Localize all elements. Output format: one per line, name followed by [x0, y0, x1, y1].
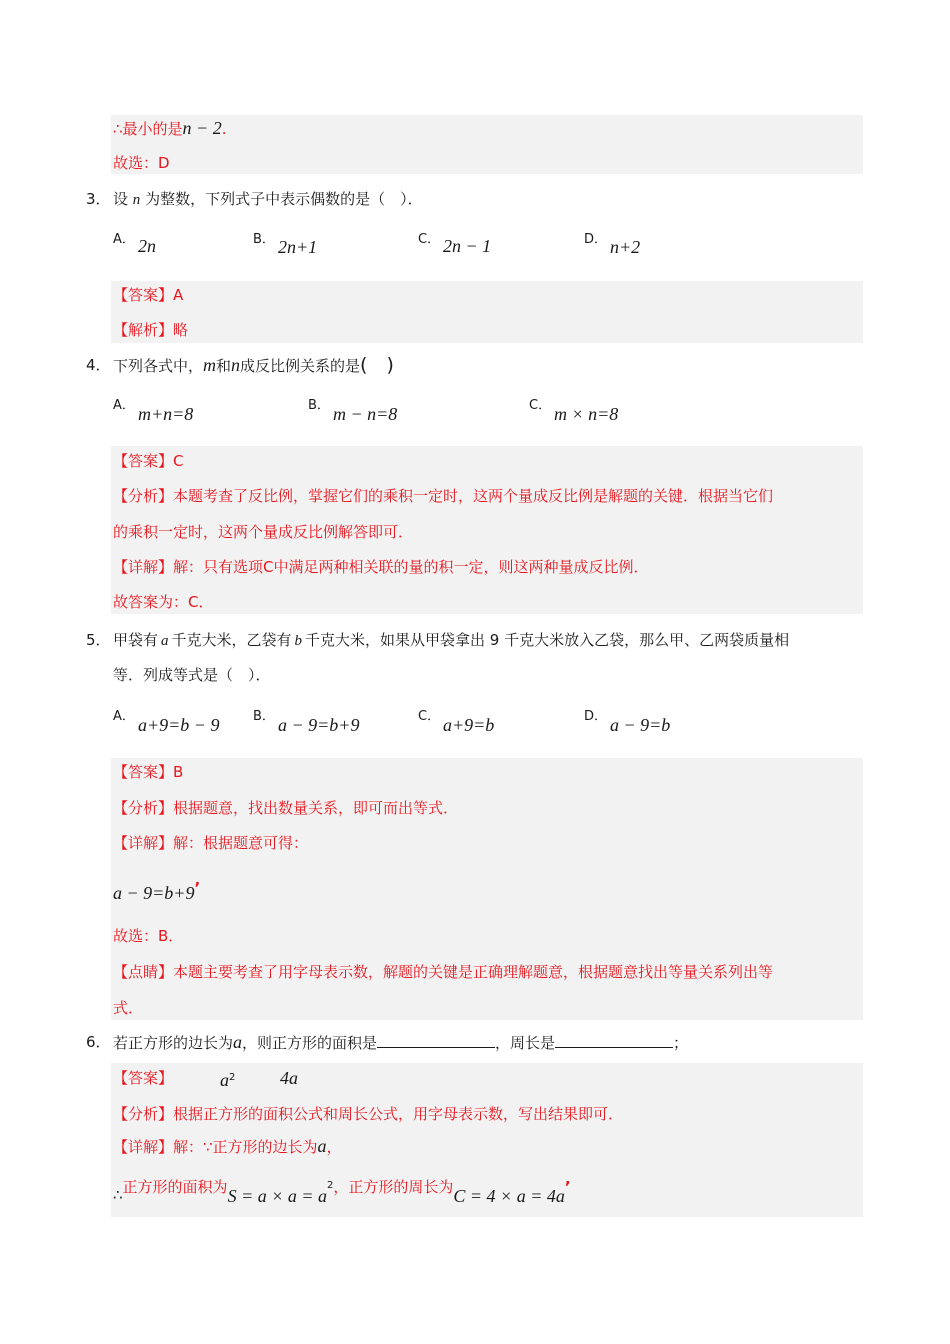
q5-stem-b: 千克大米，乙袋有 [171, 631, 292, 649]
q4-option-c[interactable] [529, 394, 551, 416]
q6-stem-d: ； [673, 1034, 689, 1052]
q6-stem-a: 若正方形的边长为 [113, 1034, 234, 1052]
q4-option-b[interactable] [308, 394, 330, 416]
q6-answer-2: 4a [280, 1068, 298, 1088]
q5-option-b[interactable] [253, 705, 275, 727]
q5-option-d[interactable] [584, 705, 607, 727]
q4-answer: 【答案】C [113, 452, 184, 470]
q5-option-c-label: C． [418, 709, 441, 724]
q3-stem [113, 189, 423, 210]
q5-stem-c: 千克大米，如果从甲袋拿出 9 千克大米放入乙袋，那么甲、乙两袋质量相 [305, 631, 790, 649]
q6-answer-label: 【答案】 [113, 1069, 174, 1087]
q5-option-d-label: D． [584, 709, 608, 724]
q6-analysis: 【分析】根据正方形的面积公式和周长公式，用字母表示数，写出结果即可． [113, 1105, 624, 1123]
q3-option-c-math: 2n − 1 [443, 236, 492, 256]
q5-option-b-label: B． [253, 709, 275, 724]
q3-answer-block [111, 281, 863, 343]
q5-detail: 【详解】解：根据题意可得： [113, 834, 309, 852]
q4-number: 4． [86, 356, 111, 374]
choice-line: 故选：D [113, 154, 170, 172]
q5-stem [113, 630, 789, 651]
q3-option-a-math: 2n [138, 236, 156, 256]
q5-option-a-math: a+9=b − 9 [138, 715, 220, 735]
conclusion-text: ∴最小的是 [113, 120, 183, 138]
q3-stem-a: 设 [113, 190, 129, 208]
q4-stem-m: m [203, 355, 217, 375]
q5-option-b-math: a − 9=b+9 [278, 715, 360, 735]
q6-perimeter-math: C = 4 × a = 4a [453, 1186, 565, 1206]
q5-var-b: b [294, 633, 303, 649]
q3-option-a[interactable] [113, 228, 135, 250]
q4-option-a[interactable] [113, 394, 135, 416]
conclusion-line [113, 118, 226, 139]
q6-detail-a: 【详解】解：∵正方形的边长为 [113, 1138, 318, 1156]
q5-equation-mark: ’ [194, 879, 201, 897]
q5-equation-math: a − 9=b+9 [113, 883, 195, 903]
q4-option-b-label: B． [308, 398, 330, 413]
q4-stem-and: 和 [216, 357, 232, 375]
q5-stem-line2: 等．列成等式是（ ）． [113, 666, 271, 684]
q3-option-c[interactable] [418, 228, 440, 250]
q4-stem-n: n [231, 355, 241, 375]
q3-analysis: 【解析】略 [113, 321, 189, 339]
q4-detail: 【详解】解：只有选项C中满足两种相关联的量的积一定，则这两种量成反比例． [113, 558, 649, 576]
q4-option-b-math: m − n=8 [333, 404, 398, 424]
q5-answer: 【答案】B [113, 763, 184, 781]
q5-stem-a: 甲袋有 [113, 631, 159, 649]
q3-option-d[interactable] [584, 228, 607, 250]
q3-option-b-math: 2n+1 [278, 237, 318, 257]
q3-stem-var: n [132, 192, 141, 208]
q5-option-d-math: a − 9=b [610, 715, 671, 735]
q6-stem-var: a [233, 1032, 243, 1052]
q6-final-mark: ’ [564, 1178, 571, 1196]
q5-option-c-math: a+9=b [443, 715, 495, 735]
q4-option-a-math: m+n=8 [138, 404, 194, 424]
q4-analysis-2: 的乘积一定时，这两个量成反比例解答即可． [113, 523, 414, 541]
q6-detail [113, 1136, 342, 1157]
q5-option-a[interactable] [113, 705, 135, 727]
q3-option-c-label: C． [418, 232, 441, 247]
q5-var-a: a [161, 633, 169, 649]
conclusion-period: . [221, 120, 227, 138]
q6-blank-perimeter[interactable] [555, 1033, 673, 1048]
conclusion-math: n − 2 [182, 118, 222, 138]
q3-option-a-label: A． [113, 232, 135, 247]
q4-stem-paren: ( ) [360, 354, 394, 376]
q6-answer-1-base: a [220, 1070, 229, 1090]
q4-option-c-math: m × n=8 [554, 404, 619, 424]
q3-option-d-label: D． [584, 232, 608, 247]
q4-stem-a: 下列各式中， [113, 357, 204, 375]
q6-therefore: ∴ [113, 1186, 123, 1204]
q6-stem-c: ，周长是 [495, 1034, 556, 1052]
q6-stem-b: ，则正方形的面积是 [242, 1034, 378, 1052]
q6-area-text: 正方形的面积为 [122, 1178, 228, 1196]
q6-mid-text: ，正方形的周长为 [333, 1178, 454, 1196]
q5-comment-1: 【点睛】本题主要考查了用字母表示数，解题的关键是正确理解题意，根据题意找出等量关系列出等 [113, 963, 774, 981]
q3-stem-b: 为整数，下列式子中表示偶数的是（ ）． [145, 190, 423, 208]
q3-option-d-math: n+2 [610, 237, 641, 257]
q5-number: 5． [86, 631, 111, 649]
q4-option-c-label: C． [529, 398, 552, 413]
q3-answer: 【答案】A [113, 286, 184, 304]
q3-option-b-label: B． [253, 232, 275, 247]
q3-number: 3． [86, 190, 111, 208]
q4-analysis-1: 【分析】本题考查了反比例，掌握它们的乘积一定时，这两个量成反比例是解题的关键．根据当它们 [113, 487, 774, 505]
q4-stem [113, 355, 394, 376]
q5-equation [113, 878, 200, 904]
q5-conclusion: 故选：B． [113, 927, 184, 945]
q6-final-line [113, 1176, 571, 1206]
q5-option-c[interactable] [418, 705, 440, 727]
q5-comment-2: 式． [113, 999, 144, 1017]
q4-stem-b: 成反比例关系的是 [240, 357, 361, 375]
q6-area-exp: 2 [327, 1180, 334, 1191]
q4-option-a-label: A． [113, 398, 135, 413]
q6-number: 6． [86, 1033, 111, 1051]
q5-option-a-label: A． [113, 709, 135, 724]
q6-answer-1 [220, 1068, 235, 1091]
q3-option-b[interactable] [253, 228, 275, 250]
q6-stem [113, 1032, 688, 1053]
q6-area-math: S = a × a = a [227, 1186, 328, 1206]
q4-conclusion: 故答案为：C． [113, 593, 214, 611]
q6-detail-b: ， [326, 1138, 342, 1156]
q5-analysis: 【分析】根据题意，找出数量关系，即可而出等式． [113, 799, 459, 817]
q6-detail-var: a [317, 1136, 327, 1156]
q6-blank-area[interactable] [377, 1033, 495, 1048]
q6-answer-1-exp: 2 [229, 1072, 236, 1083]
